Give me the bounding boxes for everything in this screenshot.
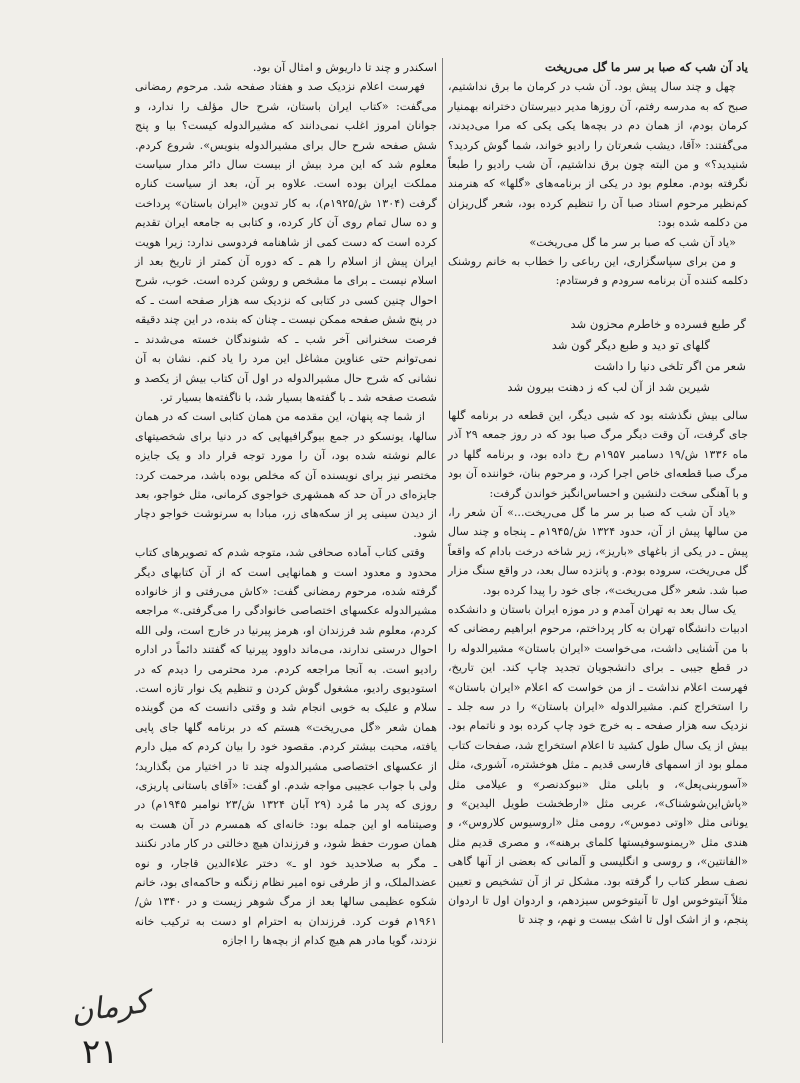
poem-line: گر طبع فسرده و خاطرم محزون شد [570,316,746,331]
page-number: ۲۱ [82,1032,119,1072]
right-column [448,58,748,930]
poem-line: شیرین شد از آن لب که ز دهنت بیرون شد [507,379,710,394]
paragraph: از شما چه پنهان، این مقدمه من همان کتابی است که در همان سالها، یونسکو در جمع بیوگرافیهایی که در دنیا برای شخصیتهای عالم نوشته شده بود، آن را مورد توجه قرار داد و یک جایزه مختصر نیز برای نویسنده آن که مخلص بوده باشد، مرحمت کرد: جایزه‌ای در آن حد که همشهری خواجوی کرمانی، مثل خواجو، بعد از دیدن سینی پر از سکه‌های زر، مبادا به سرنوشت خواجو دچار شود. [135,410,437,540]
magazine-logo: کرمان [68,984,152,1031]
quote-line: «یاد آن شب که صبا بر سر ما گل می‌ریخت» [529,235,736,249]
paragraph: چهل و چند سال پیش بود. آن شب در کرمان ما برق نداشتیم، صبح که به مدرسه رفتم، آن روزها مدیر دبیرستان دخترانه بهمنیار کرمان بودم، از همان دم در بچه‌ها یکی یکی که مرا می‌دیدند، می‌گفتند: «آقا، دیشب شعرتان را رادیو خواند، شما گوش کردید؟ شنیدید؟» و من البته چون برق نداشتیم، آن شب رادیو را طبعاً نگرفته بودم. معلوم بود در یکی از برنامه‌های «گلها» که هنرمند کم‌نظیر مرحوم استاد صبا آن را تنظیم کرده بود، شعر گل‌ریزان من دکلمه شده بود: [448,80,748,230]
left-column [135,58,437,951]
quatrain-poem [448,314,748,398]
poem-line: شعر من اگر تلخی دنیا را داشت [594,358,746,373]
poem-line: گلهای تو دید و طبع دیگر گون شد [551,337,710,352]
paragraph: و من برای سپاسگزاری، این رباعی را خطاب به خانم روشنک دکلمه کننده آن برنامه سرودم و فرستادم: [448,255,748,288]
paragraph: اسکندر و چند تا داریوش و امثال آن بود. [252,61,437,74]
column-divider [442,58,443,1043]
paragraph: سالی بیش نگذشته بود که شبی دیگر، این قطعه در برنامه گلها جای گرفت، آن وقت دیگر مرگ صبا بود که در روز جمعه ۲۹ آذر ماه ۱۳۳۶ ش/۱۹ دسامبر ۱۹۵۷م رخ داده بود، و برنامه گلها در مرگ صبا قطعه‌ای خاص اجرا کرد، و مرحوم بنان، خواننده آن بود و با آهنگی سخت دلنشین و احساس‌انگیز خواندن گرفت: [448,408,749,500]
paragraph: وقتی کتاب آماده صحافی شد، متوجه شدم که تصویرهای کتاب محدود و معدود است و همانهایی است که از آن کتابهای دیگر گرفته شده، مرحوم رمضانی گفت: «کاش می‌رفتی و از خانواده مشیرالدوله عکسهای اختصاصی خانوادگی را می‌گرفتی.» مراجعه کردم، معلوم شد فرزندان او، هرمز پیرنیا در خارج است، ولی الله احوال درستی ندارند، می‌ماند داوود پیرنیا که گفتند دائماً در اداره رادیو است. به آنجا مراجعه کردم. مرد محترمی را دیدم که در استودیوی رادیو، مشغول گوش کردن و تنظیم یک نوار تازه است. سلام و علیک به خوبی انجام شد و وقتی دانست که من گوینده همان شعر «گل می‌ریخت» هستم که در برنامه گلها جای پایی یافته، محبت بیشتر کردم. مقصود خود را بیان کردم که میل دارم از عکسهای اختصاصی مشیرالدوله چند تا در اختیار من بگذارید؛ ولی با جواب عجیبی مواجه شدم. او گفت: «آقای باستانی پاریزی، روزی که پدر ما مُرد (۲۹ آبان ۱۳۲۴ ش/۲۳ نوامبر ۱۹۴۵م) در وصیتنامه او این جمله بود: خانه‌ای که همسرم در آن هست به همان صورت حفظ شود، و فرزندان هیچ دخالتی در کار مادر نکنند ـ مگر به صلاحدید خود او ـ» دختر علاءالدین قاجار، و نوه عضدالملک، و از طرفی نوه امیر نظام زنگنه و حاکمه‌ای بود، خانم شکوه عظیمی سالها بعد از مرگ شوهر زیست و در ۱۳۴۰ ش/۱۹۶۱م فوت کرد. فرزندان به احترام او دست به ترکیب خانه نزدند، گویا مادر هم هیچ کدام از بچه‌ها را اجازه [135,546,438,948]
paragraph: فهرست اعلام نزدیک صد و هفتاد صفحه شد. مرحوم رمضانی می‌گفت: «کتاب ایران باستان، شرح حال مؤلف را ندارد، و جوانان امروز اغلب نمی‌دانند که مشیرالدوله کیست؟ بیا و پنج شش صفحه شرح حال برای مشیرالدوله بنویس». شروع کردم. معلوم شد که این مرد بیش از بیست سال دائر مدار سیاست مملکت ایران بوده است. علاوه بر آن، بعد از سیاست کناره گرفت (۱۳۰۴ ش/۱۹۲۵م)، به کار تدوین «ایران باستان» پرداخت و ده سال تمام روی آن کار کرده، و کتابی به جامعه ایران تقدیم کرده است که دست کمی از شاهنامه فردوسی ندارد: زیرا هویت ایران پیش از اسلام را هم ـ که دوره آن کمتر از تاریخ بعد از اسلام نیست ـ برای ما مشخص و روشن کرده است. خوب، شرح احوال چنین کسی در کتابی که نزدیک سه هزار صفحه است ـ که در پنج شش صفحه ممکن نیست ـ چنان که بنده، در این چند دقیقه فرصت سخنرانی آخر شب ـ که شنوندگان خسته می‌شدند ـ نمی‌توانم حتی عناوین مشاغل این مرد را یاد کنم. نشان به آن نشانی که شرح حال مشیرالدوله در اول آن کتاب بیش از یکصد و شصت صفحه شد ـ با گفته‌ها بسیار شد، با ناگفته‌ها بسیار تر. [135,80,437,404]
section-heading: یاد آن شب که صبا بر سر ما گل می‌ریخت [544,60,748,74]
paragraph: «یاد آن شب که صبا بر سر ما گل می‌ریخت...» آن شعر را، من سالها پیش از آن، حدود ۱۳۲۴ ش/۱۹۴۵م ـ پنجاه و چند سال پیش ـ در یکی از باغهای «باریز»، زیر شاخه درخت بادام که واقعاً گل می‌ریخت، سروده بودم. و پانزده سال بعد، در واقع سنگ مزار صبا شد. شعر «گل می‌ریخت»، جای خود را پیدا کرده بود. [448,505,748,597]
spacer [448,291,748,310]
paragraph: یک سال بعد به تهران آمدم و در موزه ایران باستان و دانشکده ادبیات دانشگاه تهران به کار پرداختم، مرحوم ابراهیم رمضانی که با من آشنایی داشت، می‌خواست «ایران باستان» مشیرالدوله را در قطع جیبی ـ برای دانشجویان تجدید چاپ کند. این تاریخ، فهرست اعلام نداشت ـ از من خواست که اعلام «ایران باستان» را استخراج کنم. مشیرالدوله «ایران باستان» را در سه جلد ـ نزدیک سه هزار صفحه ـ به خرج خود چاپ کرده بود و ناتمام بود. بیش از یک سال طول کشید تا اعلام استخراج شد، صفحات کتاب مملو بود از اسمهای فارسی قدیم ـ مثل هوخشتره، آشوری، مثل «آسوربنی‌پعل»، و بابلی مثل «نبوکدنصر» و عیلامی مثل «پاش‌این‌شوشناک»، عربی مثل «ارطخشت طویل الیدین» و یونانی مثل «اوتی دموس»، رومی مثل «اروسیوس کلاروس»، و هندی مثل «ریمنوسوفیستها کلمای برهنه»، و مصری قدیم مثل «الفانتین»، و روسی و انگلیسی و آلمانی که بعضی از آنها گاهی نصف سطر کتاب را گرفته بود. مشکل تر از آن تشخیص و تعیین مثلاً آنیتوخوس اول تا آنیتوخوس سیزدهم، و اردوان اول تا اردوان پنجم، و از اشک اول تا اشک بیست و نهم، و چند تا [448,602,748,927]
